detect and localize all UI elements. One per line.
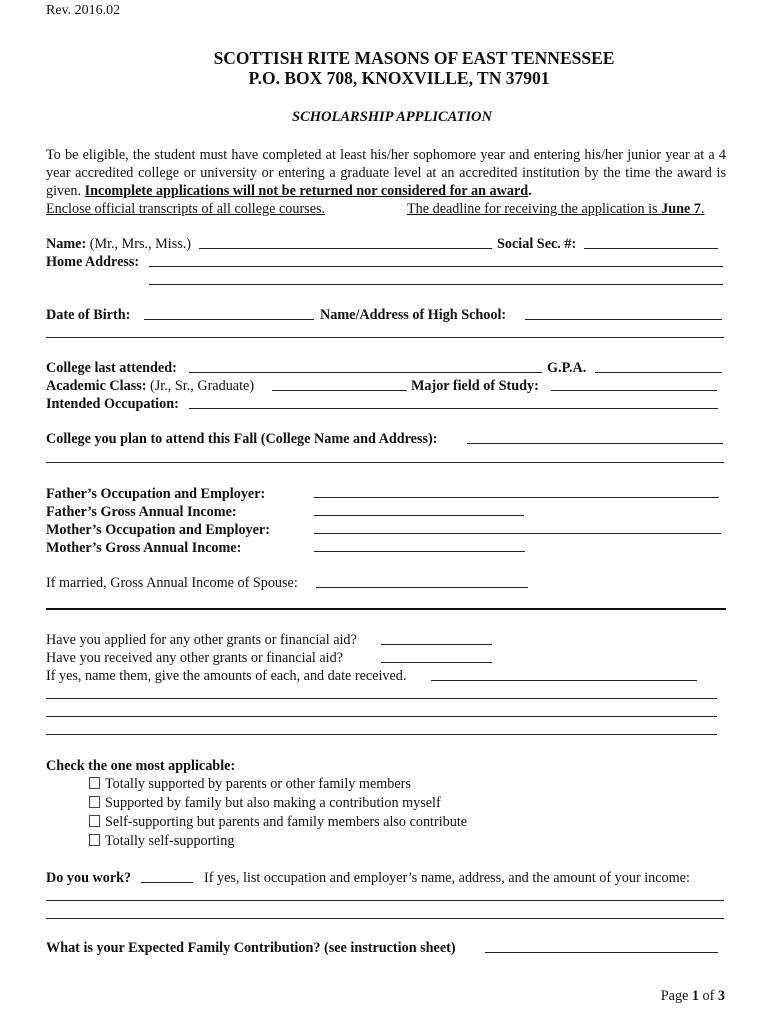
transcripts-note: Enclose official transcripts of all college courses. bbox=[46, 201, 326, 217]
applied-aid-field[interactable] bbox=[381, 644, 492, 645]
work-label: Do you work? bbox=[46, 870, 132, 886]
support-option[interactable]: Supported by family but also making a contribution myself bbox=[89, 794, 441, 813]
eligibility-paragraph: To be eligible, the student must have completed at least his/her sophomore year and entering his/her junior year at a 4 year accredited college or university or entering a graduate level at an accredited institution by the time the award is given. Incomplete applications will not be returned nor considered for an award. bbox=[46, 147, 726, 199]
mother-income-field[interactable] bbox=[314, 551, 525, 552]
applied-aid-label: Have you applied for any other grants or financial aid? bbox=[46, 632, 357, 648]
college-fall-field[interactable] bbox=[467, 443, 723, 444]
received-aid-label: Have you received any other grants or financial aid? bbox=[46, 650, 344, 666]
college-fall-label: College you plan to attend this Fall (College Name and Address): bbox=[46, 431, 438, 447]
work-details-field[interactable] bbox=[46, 900, 724, 901]
support-heading: Check the one most applicable: bbox=[46, 758, 236, 774]
ssn-field[interactable] bbox=[584, 248, 718, 249]
name-label: Name: (Mr., Mrs., Miss.) bbox=[46, 236, 192, 252]
aid-details-field-4[interactable] bbox=[46, 734, 717, 735]
incomplete-warning: Incomplete applications will not be returned nor considered for an award bbox=[84, 183, 529, 199]
received-aid-field[interactable] bbox=[381, 662, 492, 663]
support-option[interactable]: Totally self-supporting bbox=[89, 832, 234, 851]
work-details-field-2[interactable] bbox=[46, 918, 724, 919]
dob-label: Date of Birth: bbox=[46, 307, 131, 323]
home-address-label: Home Address: bbox=[46, 254, 140, 270]
page-number: Page 1 of 3 bbox=[660, 988, 725, 1004]
efc-label: What is your Expected Family Contribution? (see instruction sheet) bbox=[46, 940, 456, 956]
spouse-income-label: If married, Gross Annual Income of Spouse: bbox=[46, 575, 298, 591]
checkbox-icon[interactable] bbox=[89, 834, 100, 846]
major-label: Major field of Study: bbox=[411, 378, 539, 394]
name-field[interactable] bbox=[199, 248, 492, 249]
spouse-income-field[interactable] bbox=[316, 587, 528, 588]
aid-details-field-3[interactable] bbox=[46, 716, 717, 717]
form-title: SCHOLARSHIP APPLICATION bbox=[292, 109, 492, 125]
major-field[interactable] bbox=[551, 390, 717, 391]
revision-label: Rev. 2016.02 bbox=[46, 3, 121, 18]
work-field[interactable] bbox=[141, 882, 193, 883]
checkbox-icon[interactable] bbox=[89, 796, 100, 808]
father-occupation-field[interactable] bbox=[314, 497, 719, 498]
college-last-label: College last attended: bbox=[46, 360, 177, 376]
high-school-label: Name/Address of High School: bbox=[320, 307, 507, 323]
father-income-label: Father’s Gross Annual Income: bbox=[46, 504, 237, 520]
academic-class-label: Academic Class: (Jr., Sr., Graduate) bbox=[46, 378, 255, 394]
gpa-label: G.P.A. bbox=[547, 360, 587, 376]
support-option[interactable]: Totally supported by parents or other family members bbox=[89, 775, 411, 794]
gpa-field[interactable] bbox=[595, 372, 722, 373]
support-option[interactable]: Self-supporting but parents and family members also contribute bbox=[89, 813, 467, 832]
aid-details-field-2[interactable] bbox=[46, 698, 717, 699]
intended-occupation-label: Intended Occupation: bbox=[46, 396, 179, 412]
deadline-note: The deadline for receiving the application is June 7. bbox=[407, 201, 705, 217]
home-address-field[interactable] bbox=[149, 266, 723, 267]
organization-name: SCOTTISH RITE MASONS OF EAST TENNESSEE bbox=[213, 48, 615, 68]
mother-occupation-field[interactable] bbox=[314, 533, 721, 534]
father-income-field[interactable] bbox=[314, 515, 524, 516]
aid-details-field[interactable] bbox=[431, 680, 697, 681]
efc-field[interactable] bbox=[485, 952, 718, 953]
college-last-field[interactable] bbox=[189, 372, 542, 373]
college-fall-field-2[interactable] bbox=[46, 462, 724, 463]
father-occupation-label: Father’s Occupation and Employer: bbox=[46, 486, 266, 502]
checkbox-icon[interactable] bbox=[89, 777, 100, 789]
academic-class-field[interactable] bbox=[272, 390, 407, 391]
checkbox-icon[interactable] bbox=[89, 815, 100, 827]
mother-income-label: Mother’s Gross Annual Income: bbox=[46, 540, 242, 556]
intended-occupation-field[interactable] bbox=[189, 408, 718, 409]
mother-occupation-label: Mother’s Occupation and Employer: bbox=[46, 522, 270, 538]
home-address-field-2[interactable] bbox=[149, 284, 723, 285]
organization-address: P.O. BOX 708, KNOXVILLE, TN 37901 bbox=[248, 68, 550, 88]
deadline-date: June 7 bbox=[661, 201, 701, 217]
dob-field[interactable] bbox=[144, 319, 314, 320]
ssn-label: Social Sec. #: bbox=[497, 236, 577, 252]
section-divider bbox=[46, 608, 726, 610]
eligibility-text: To be eligible, the student must have completed at least his/her sophomore year and entering his/her junior year at a 4 year accredited college or university or entering a graduate level at an accredited institution by the time the award is given. bbox=[46, 147, 726, 199]
aid-details-label: If yes, name them, give the amounts of each, and date received. bbox=[46, 668, 407, 684]
high-school-field-2[interactable] bbox=[46, 337, 724, 338]
work-followup-label: If yes, list occupation and employer’s name, address, and the amount of your income: bbox=[204, 870, 690, 886]
high-school-field[interactable] bbox=[525, 319, 722, 320]
